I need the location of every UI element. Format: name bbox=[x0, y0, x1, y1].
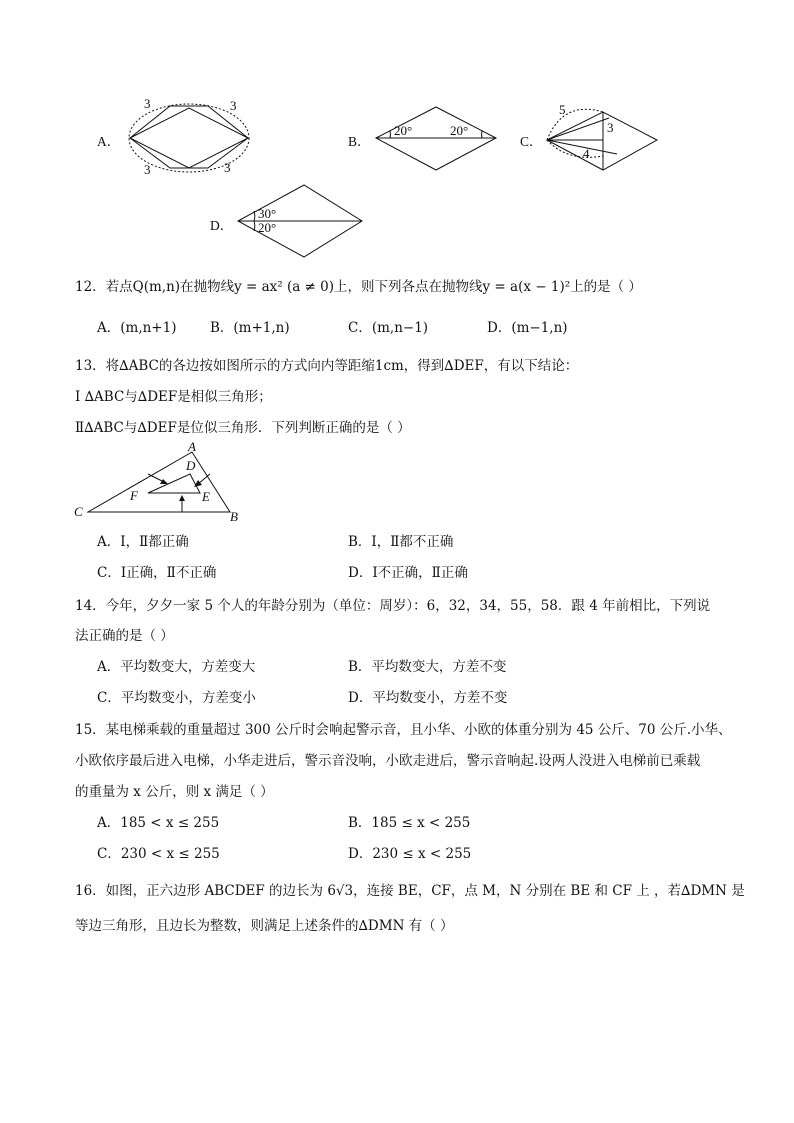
q11-option-a-label[interactable]: A． bbox=[97, 134, 121, 149]
q13-statement-2: Ⅱ∆ABC与∆DEF是位似三角形．下列判断正确的是（ ） bbox=[75, 420, 411, 436]
q13-stem: 13．将∆ABC的各边按如图所示的方式向内等距缩1cm，得到∆DEF，有以下结论： bbox=[75, 358, 579, 374]
q12-option-a[interactable]: A．(m,n+1) bbox=[97, 320, 177, 336]
q15-option-a[interactable]: A．185 < x ≤ 255 bbox=[97, 815, 220, 831]
q13-vertex-a: A bbox=[188, 439, 196, 454]
q11-c-side-label-3: 3 bbox=[607, 120, 614, 135]
q11-d-angle-top: 30° bbox=[258, 206, 277, 221]
q11-figure-a bbox=[120, 96, 260, 176]
q14-option-a[interactable]: A．平均数变大，方差变大 bbox=[97, 659, 256, 675]
q13-statement-1: Ⅰ ∆ABC与∆DEF是相似三角形； bbox=[75, 389, 272, 405]
q13-vertex-c: C bbox=[74, 504, 83, 519]
q13-option-a[interactable]: A．Ⅰ，Ⅱ都正确 bbox=[97, 534, 189, 550]
q15-option-b[interactable]: B．185 ≤ x < 255 bbox=[348, 815, 471, 831]
q11-option-d-label[interactable]: D． bbox=[210, 218, 234, 233]
q11-a-side-label: 3 bbox=[144, 162, 151, 177]
q13-option-c[interactable]: C．Ⅰ正确，Ⅱ不正确 bbox=[97, 565, 217, 581]
q15-option-d[interactable]: D．230 ≤ x < 255 bbox=[348, 846, 472, 862]
q14-option-b[interactable]: B．平均数变大，方差不变 bbox=[348, 659, 507, 675]
q11-a-side-label: 3 bbox=[230, 98, 237, 113]
q11-c-side-label-5: 5 bbox=[559, 102, 566, 117]
q15-option-c[interactable]: C．230 < x ≤ 255 bbox=[97, 846, 220, 862]
q11-a-side-label: 3 bbox=[144, 96, 151, 111]
q11-b-angle-right: 20° bbox=[450, 123, 469, 138]
q11-option-b-label[interactable]: B． bbox=[348, 134, 371, 149]
q14-option-c[interactable]: C．平均数变小，方差变小 bbox=[97, 690, 256, 706]
q13-option-d[interactable]: D．Ⅰ不正确，Ⅱ正确 bbox=[348, 565, 468, 581]
q13-vertex-f: F bbox=[130, 488, 138, 503]
q15-stem-line-1: 15．某电梯乘载的重量超过 300 公斤时会响起警示音，且小华、小欧的体重分别为 45 公斤、70 公斤.小华、 bbox=[75, 722, 732, 738]
q14-stem-line-2: 法正确的是（ ） bbox=[75, 628, 174, 644]
q15-stem-line-2: 小欧依序最后进入电梯，小华走进后，警示音没响，小欧走进后，警示音响起.设两人没进入电梯前已乘载 bbox=[75, 753, 701, 769]
q14-stem-line-1: 14．今年，夕夕一家 5 个人的年龄分别为（单位：周岁）：6，32，34，55，58．跟 4 年前相比，下列说 bbox=[75, 598, 711, 614]
q13-vertex-b: B bbox=[230, 509, 238, 524]
q11-c-side-label-4: 4 bbox=[583, 146, 590, 161]
q12-option-d[interactable]: D．(m−1,n) bbox=[487, 320, 568, 336]
q11-b-angle-left: 20° bbox=[394, 123, 413, 138]
q11-figure-d bbox=[234, 183, 366, 259]
q11-option-c-label[interactable]: C． bbox=[520, 134, 543, 149]
q13-vertex-e: E bbox=[202, 489, 210, 504]
q11-d-angle-bottom: 20° bbox=[258, 220, 277, 235]
q16-stem-line-1: 16．如图，正六边形 ABCDEF 的边长为 6√3，连接 BE，CF，点 M，N 分别在 BE 和 CF 上 ，若∆DMN 是 bbox=[75, 883, 745, 899]
q15-stem-line-3: 的重量为 x 公斤，则 x 满足（ ） bbox=[75, 784, 274, 800]
q11-a-side-label: 3 bbox=[224, 160, 231, 175]
q11-figure-c bbox=[543, 100, 661, 178]
q16-stem-line-2: 等边三角形，且边长为整数，则满足上述条件的∆DMN 有（ ） bbox=[75, 918, 454, 934]
q12-option-c[interactable]: C．(m,n−1) bbox=[348, 320, 429, 336]
q12-stem: 12．若点Q(m,n)在抛物线y = ax² (a ≠ 0)上，则下列各点在抛物线y = a(x − 1)²上的是（ ） bbox=[75, 279, 642, 295]
q14-option-d[interactable]: D．平均数变小，方差不变 bbox=[348, 690, 508, 706]
q13-vertex-d: D bbox=[186, 458, 196, 473]
q13-option-b[interactable]: B．Ⅰ，Ⅱ都不正确 bbox=[348, 534, 454, 550]
q11-figure-b bbox=[372, 104, 500, 172]
q12-option-b[interactable]: B．(m+1,n) bbox=[210, 320, 290, 336]
q13-triangle-figure bbox=[70, 440, 250, 524]
